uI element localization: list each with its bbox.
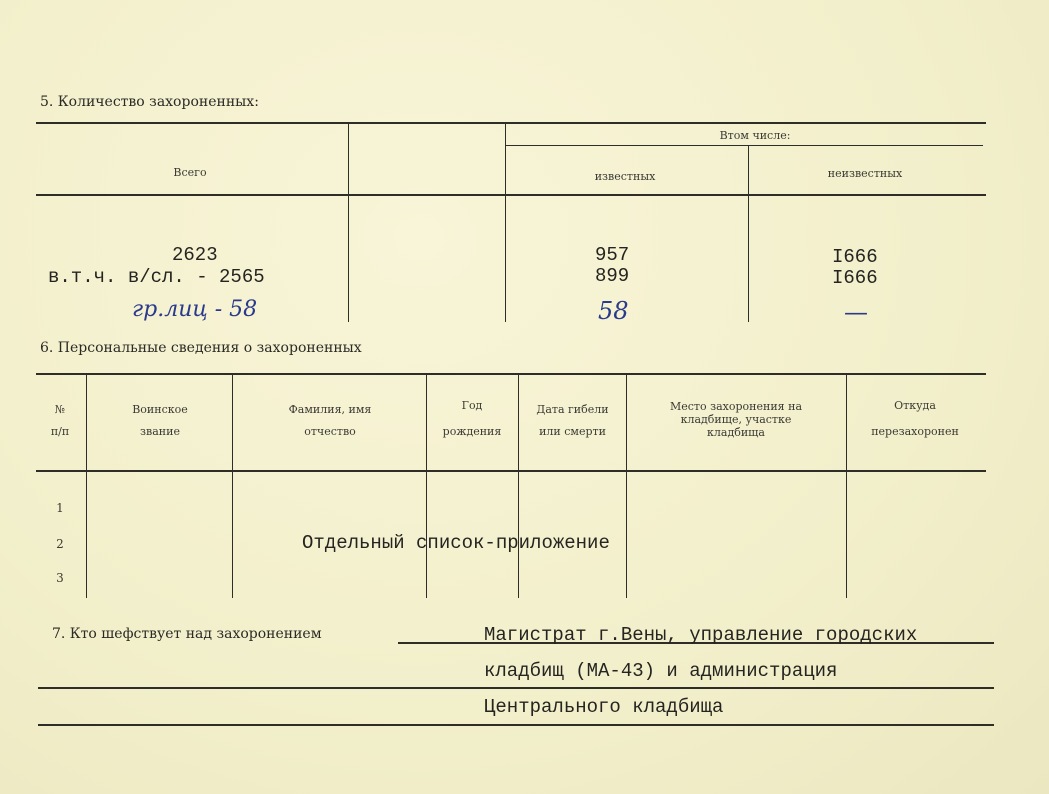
col-rank-header: Воинское звание (132, 403, 188, 438)
table5-sub-rule (505, 145, 983, 146)
separate-list-note: Отдельный список-приложение (302, 532, 610, 554)
total-count: 2623 (172, 244, 218, 266)
row-number: 3 (56, 571, 64, 585)
table5-col-sep-1 (348, 122, 349, 322)
section7-line-2 (38, 687, 994, 689)
row-number: 1 (56, 501, 64, 515)
table6-header-rule (36, 470, 986, 472)
col-place-header: Место захоронения на кладбище, участке кладбища (669, 400, 803, 439)
col-num-header: № п/п (50, 403, 70, 438)
table6-col-sep-3 (426, 374, 427, 598)
known-military-count: 899 (595, 265, 630, 287)
table6-col-sep-5 (626, 374, 627, 598)
section7-title: 7. Кто шефствует над захоронением (52, 626, 322, 642)
patron-line-3: Центрального кладбища (484, 696, 724, 718)
unknown-military-count: I666 (832, 267, 878, 289)
header-including: Втом числе: (719, 129, 791, 142)
table5-col-sep-3 (748, 146, 749, 322)
table6-top-rule (36, 373, 986, 375)
col-birth-header: Год рождения (442, 399, 502, 438)
table6-col-sep-6 (846, 374, 847, 598)
table6-col-sep-4 (518, 374, 519, 598)
col-death-header: Дата гибели или смерти (536, 403, 609, 438)
known-civilians-handwritten: 58 (598, 297, 629, 325)
col-name-header: Фамилия, имя отчество (288, 403, 372, 438)
patron-line-1: Магистрат г.Вены, управление городских (484, 624, 918, 646)
section7-line-3 (38, 724, 994, 726)
table6-col-sep-2 (232, 374, 233, 598)
patron-line-2: кладбищ (МА-43) и администрация (484, 660, 838, 682)
header-unknown: неизвестных (827, 167, 903, 180)
section6-title: 6. Персональные сведения о захороненных (40, 340, 362, 356)
table5-col-sep-2 (505, 122, 506, 322)
col-from-header: Откуда перезахоронен (871, 399, 959, 438)
header-known: известных (594, 170, 656, 183)
total-military-count: в.т.ч. в/сл. - 2565 (48, 266, 265, 288)
section5-title: 5. Количество захороненных: (40, 94, 259, 110)
total-civilians-handwritten: гр.лиц - 58 (132, 297, 258, 322)
header-total: Всего (173, 166, 207, 179)
unknown-civilians-handwritten: — (844, 298, 868, 326)
known-count: 957 (595, 244, 630, 266)
table5-header-rule (36, 194, 986, 196)
table5-top-rule (36, 122, 986, 124)
unknown-count: I666 (832, 246, 878, 268)
table6-col-sep-1 (86, 374, 87, 598)
row-number: 2 (56, 537, 64, 551)
